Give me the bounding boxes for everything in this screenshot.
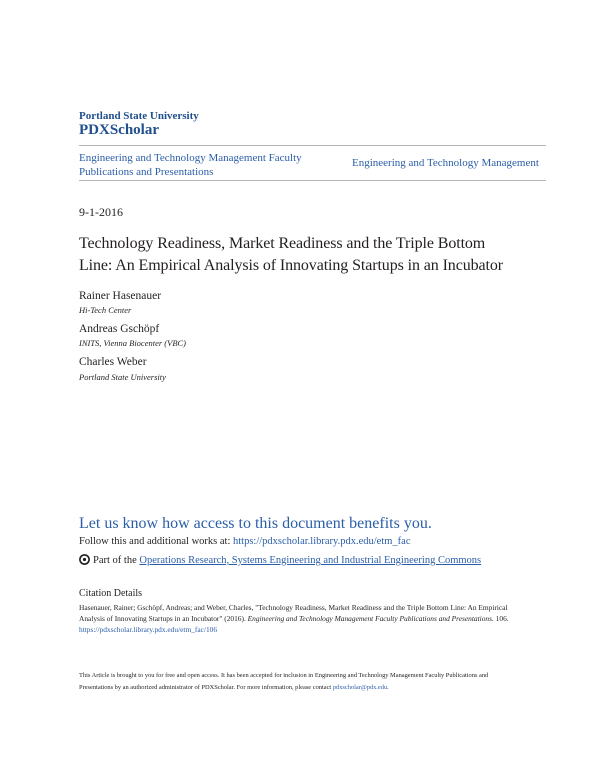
footer-end: . <box>387 684 389 691</box>
footer-text: This Article is brought to you for free and open access. It has been accepted for inclusion in Engineering and Technology Management Faculty Publications and Presentations by an authorized administrator of PDXScholar. For more information, please contact <box>79 672 489 691</box>
author-name: Andreas Gschöpf <box>79 323 160 335</box>
follow-prefix: Follow this and additional works at: <box>79 536 233 547</box>
university-name: Portland State University <box>79 110 199 122</box>
site-name[interactable]: PDXScholar <box>79 122 159 138</box>
part-of-prefix: Part of the <box>93 555 140 566</box>
divider <box>79 145 546 146</box>
divider <box>79 180 546 181</box>
collection-link-faculty-publications[interactable]: Engineering and Technology Management Faculty Publications and Presentations <box>79 152 302 178</box>
collection-url-link[interactable]: https://pdxscholar.library.pdx.edu/etm_fac <box>233 536 411 547</box>
commons-discipline-link[interactable]: Operations Research, Systems Engineering and Industrial Engineering Commons <box>139 555 482 566</box>
author-affiliation: Hi-Tech Center <box>79 305 132 315</box>
publication-date: 9-1-2016 <box>79 205 123 219</box>
document-title: Technology Readiness, Market Readiness and the Triple Bottom Line: An Empirical Analysis of Innovating Startups in an Incubator <box>79 235 503 274</box>
author-affiliation: Portland State University <box>79 372 166 382</box>
author-name: Rainer Hasenauer <box>79 290 162 302</box>
commons-network-icon <box>79 554 90 568</box>
benefits-feedback-link[interactable]: Let us know how access to this document benefits you. <box>79 515 432 532</box>
author-affiliation: INITS, Vienna Biocenter (VBC) <box>79 338 187 348</box>
citation-authors-title: Hasenauer, Rainer; Gschöpf, Andreas; and Weber, Charles, "Technology Readiness, Market Readiness and the Triple Bottom Line: An Empirical Analysis of Innovating Startups in an Incubator" (2016). <box>79 603 508 623</box>
part-of-line <box>79 554 481 568</box>
follow-line <box>79 536 411 547</box>
author-name: Charles Weber <box>79 356 147 368</box>
citation-heading: Citation Details <box>79 588 143 599</box>
footer-notice <box>79 670 509 694</box>
citation-url-link[interactable]: https://pdxscholar.library.pdx.edu/etm_fac/106 <box>79 625 218 634</box>
citation-text <box>79 602 529 635</box>
citation-number: 106. <box>495 614 509 623</box>
contact-email-link[interactable]: pdxscholar@pdx.edu <box>332 684 388 691</box>
collection-link-department[interactable]: Engineering and Technology Management <box>352 157 539 169</box>
citation-journal: Engineering and Technology Management Faculty Publications and Presentations. <box>247 614 494 623</box>
